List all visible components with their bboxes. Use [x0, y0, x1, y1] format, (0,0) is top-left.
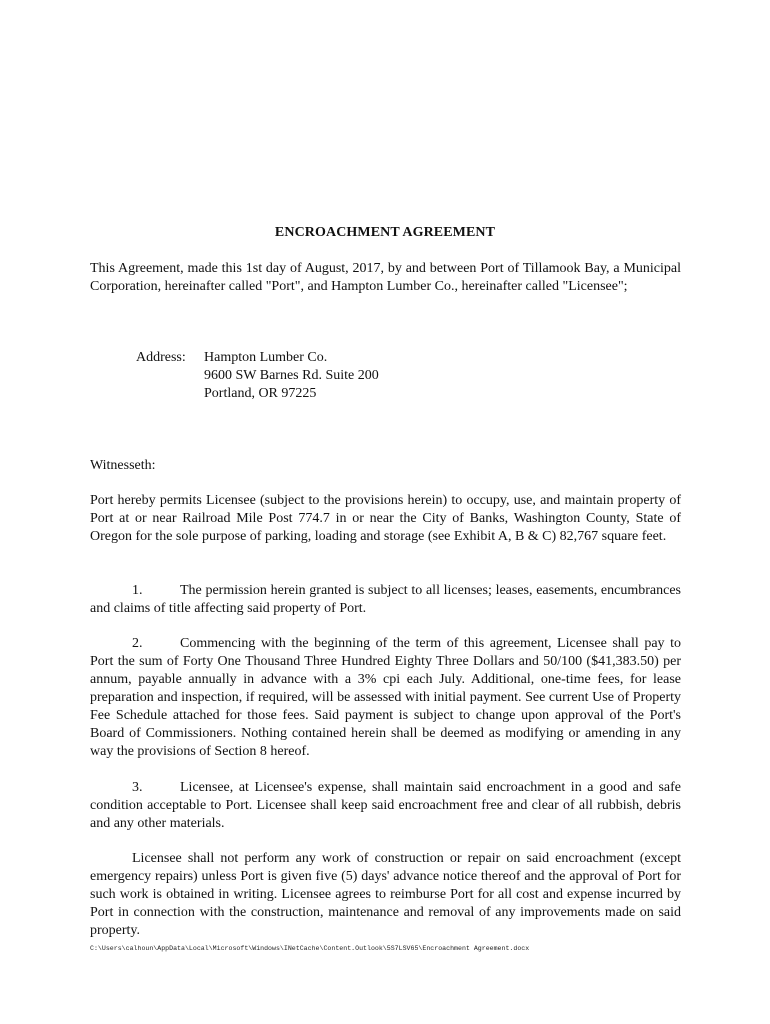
- document-title: ENCROACHMENT AGREEMENT: [274, 225, 496, 240]
- section-text: Licensee, at Licensee's expense, shall maintain said encroachment in a good and safe condition acceptable to Port. Licensee shall keep said encroachment free and clear of all rubbish, debris and any other materials.: [90, 780, 681, 831]
- address-line-street: 9600 SW Barnes Rd. Suite 200: [204, 368, 379, 383]
- section-2: [90, 635, 681, 761]
- address-block: [136, 349, 379, 403]
- address-line-company: Hampton Lumber Co.: [204, 350, 328, 365]
- section-number: 3.: [132, 780, 143, 795]
- address-line-city: Portland, OR 97225: [204, 386, 317, 401]
- address-label: Address:: [136, 350, 186, 365]
- witnesseth-heading: Witnesseth:: [90, 458, 156, 473]
- construction-paragraph: Licensee shall not perform any work of construction or repair on said encroachment (except emergency repairs) unless Port is given five (5) days' advance notice thereof and the approval of Port for such work is obtained in writing. Licensee agrees to reimburse Port for all cost and expense incurred by Port in connection with the construction, maintenance and removal of any improvements made on said property.: [90, 851, 681, 938]
- address-lines: [204, 349, 379, 403]
- section-number: 1.: [132, 583, 143, 598]
- grant-paragraph: Port hereby permits Licensee (subject to the provisions herein) to occupy, use, and maintain property of Port at or near Railroad Mile Post 774.7 in or near the City of Banks, Washington County, State of Oregon for the sole purpose of parking, loading and storage (see Exhibit A, B & C) 82,767 square feet.: [90, 493, 681, 544]
- section-number: 2.: [132, 636, 143, 651]
- section-text: The permission herein granted is subject to all licenses; leases, easements, encumbrances and claims of title affecting said property of Port.: [90, 583, 681, 616]
- section-1: [90, 582, 681, 618]
- section-text: Commencing with the beginning of the term of this agreement, Licensee shall pay to Port the sum of Forty One Thousand Three Hundred Eighty Three Dollars and 50/100 ($41,383.50) per annum, payable annually in advance with a 3% cpi each July. Additional, one-time fees, for lease preparation and inspection, if required, will be assessed with initial payment. See current Use of Property Fee Schedule attached for those fees. Said payment is subject to change upon approval of the Port's Board of Commissioners. Nothing contained herein shall be deemed as modifying or amending in any way the provisions of Section 8 hereof.: [90, 636, 681, 759]
- section-3: [90, 779, 681, 833]
- intro-paragraph: This Agreement, made this 1st day of August, 2017, by and between Port of Tillamook Bay, a Municipal Corporation, hereinafter called "Port", and Hampton Lumber Co., hereinafter called "Licensee";: [90, 261, 681, 294]
- file-path-footer: C:\Users\calhoun\AppData\Local\Microsoft\Windows\INetCache\Content.Outlook\5S7LSV65\Encroachment Agreement.docx: [90, 945, 530, 952]
